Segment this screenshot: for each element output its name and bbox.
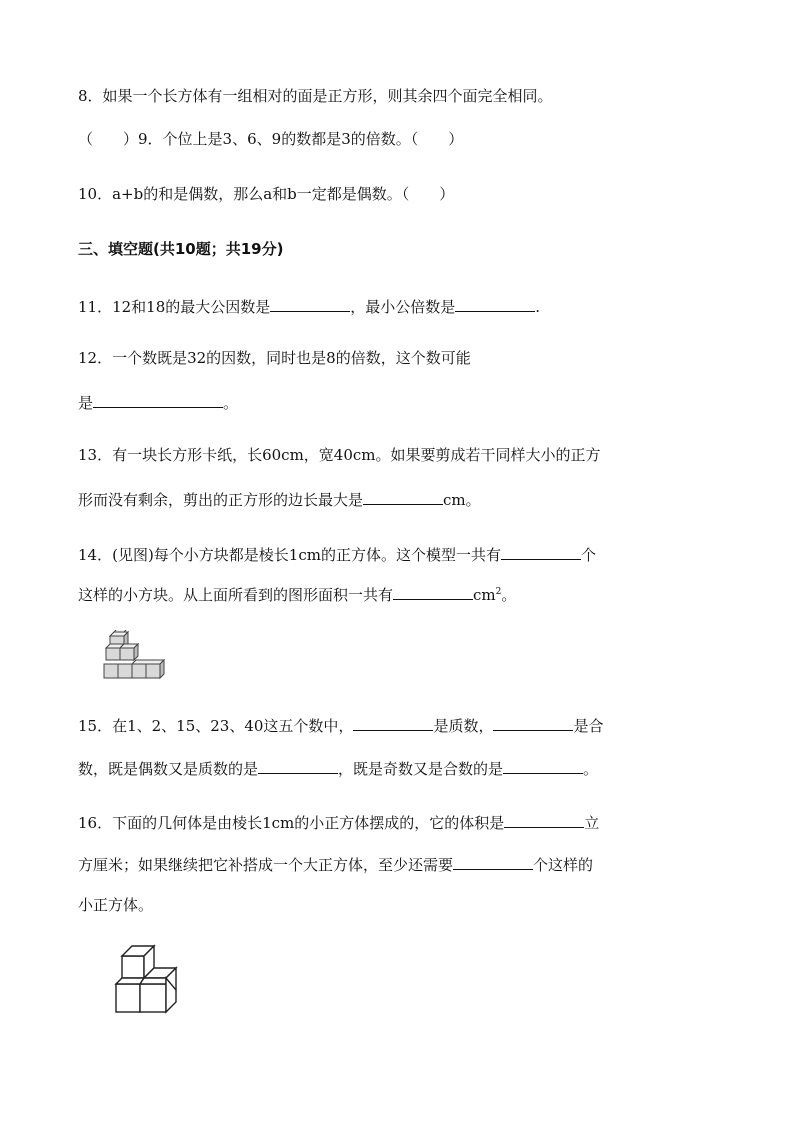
question-8-text: 8．如果一个长方体有一组相对的面是正方形，则其余四个面完全相同。 xyxy=(78,87,553,105)
q12-text-2: 是 xyxy=(78,394,94,412)
answer-blank[interactable] xyxy=(453,853,533,870)
answer-blank[interactable] xyxy=(503,757,583,774)
q15-text-5: ，既是奇数又是合数的是 xyxy=(338,760,504,778)
question-14-line-1 xyxy=(78,543,596,565)
q15-text-1: 15．在1、2、15、23、40这五个数中， xyxy=(78,717,354,735)
q15-text-4: 数，既是偶数又是质数的是 xyxy=(78,760,259,778)
section-3-heading xyxy=(78,239,283,259)
answer-blank[interactable] xyxy=(493,714,573,731)
cube-model-drawing xyxy=(102,630,166,684)
question-10-text: 10．a+b的和是偶数，那么a和b一定都是偶数。（ ） xyxy=(78,185,455,203)
q14-text-2: 个 xyxy=(580,546,596,564)
question-15-line-2 xyxy=(78,757,598,779)
cube-model-figure-q14 xyxy=(102,630,166,688)
question-12-line-2 xyxy=(78,391,238,413)
q15-text-2: 是质数， xyxy=(433,717,494,735)
answer-blank[interactable] xyxy=(393,583,473,600)
q14-text-3: 这样的小方块。从上面所看到的图形面积一共有 xyxy=(78,586,394,604)
q14-text-4: 。 xyxy=(501,586,517,604)
q13-text-3: cm。 xyxy=(443,491,481,509)
q15-text-3: 是合 xyxy=(573,717,604,735)
question-14-line-2 xyxy=(78,583,516,605)
question-13-line-1 xyxy=(78,445,601,465)
section-3-title: 三、填空题(共10题；共19分) xyxy=(78,240,284,258)
q16-text-4: 个这样的 xyxy=(533,856,594,874)
q14-unit-exponent: 2 xyxy=(495,587,502,597)
answer-blank[interactable] xyxy=(504,811,584,828)
question-16-line-1 xyxy=(78,811,599,833)
answer-blank[interactable] xyxy=(363,488,443,505)
question-9 xyxy=(78,129,463,149)
question-12-line-1 xyxy=(78,348,471,368)
answer-blank[interactable] xyxy=(270,295,350,312)
q14-text-1: 14．(见图)每个小方块都是棱长1cm的正方体。这个模型一共有 xyxy=(78,546,501,564)
q12-text-1: 12．一个数既是32的因数，同时也是8的倍数，这个数可能 xyxy=(78,349,471,367)
q14-unit: cm xyxy=(473,586,496,604)
q15-text-6: 。 xyxy=(583,760,599,778)
q13-text-1: 13．有一块长方形卡纸，长60cm，宽40cm。如果要剪成若干同样大小的正方 xyxy=(78,446,601,464)
question-11 xyxy=(78,295,540,317)
answer-blank[interactable] xyxy=(258,757,338,774)
q11-text-1: 11．12和18的最大公因数是 xyxy=(78,298,271,316)
q16-text-2: 立 xyxy=(584,814,600,832)
q13-text-2: 形而没有剩余，剪出的正方形的边长最大是 xyxy=(78,491,364,509)
question-16-line-3 xyxy=(78,895,153,915)
q16-text-5: 小正方体。 xyxy=(78,896,154,914)
answer-paren-left[interactable]: （ ） xyxy=(78,130,139,148)
question-9-text: 9．个位上是3、6、9的数都是3的倍数。 xyxy=(138,130,411,148)
cube-stack-drawing xyxy=(114,944,184,1016)
question-8 xyxy=(78,86,553,106)
q16-text-3: 方厘米；如果继续把它补搭成一个大正方体，至少还需要 xyxy=(78,856,454,874)
q11-text-2: ，最小公倍数是 xyxy=(350,298,456,316)
q12-text-3: 。 xyxy=(223,394,239,412)
answer-blank[interactable] xyxy=(93,391,223,408)
answer-blank[interactable] xyxy=(501,543,581,560)
cube-stack-figure-q16 xyxy=(114,944,184,1020)
answer-blank[interactable] xyxy=(455,295,535,312)
question-10 xyxy=(78,184,454,204)
question-16-line-2 xyxy=(78,853,593,875)
answer-blank[interactable] xyxy=(353,714,433,731)
question-15-line-1 xyxy=(78,714,603,736)
q16-text-1: 16．下面的几何体是由棱长1cm的小正方体摆成的，它的体积是 xyxy=(78,814,505,832)
question-13-line-2 xyxy=(78,488,481,510)
q11-text-3: . xyxy=(535,298,541,316)
answer-paren-right[interactable]: （ ） xyxy=(410,130,464,148)
